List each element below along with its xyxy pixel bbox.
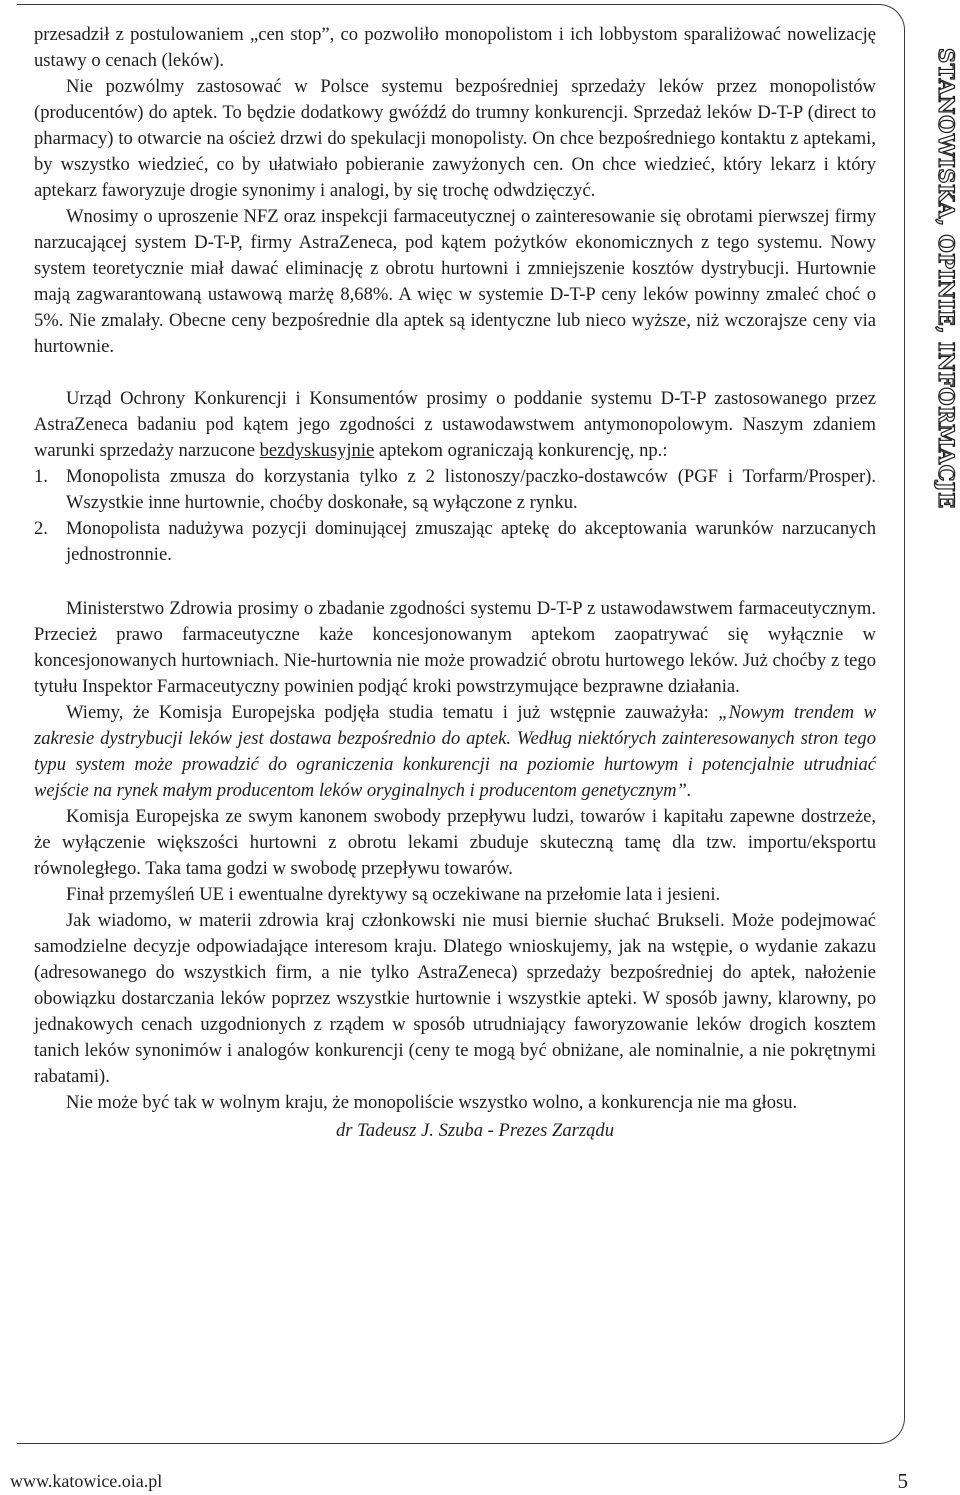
- paragraph-10: Nie może być tak w wolnym kraju, że monopoliście wszystko wolno, a konkurencja nie ma głosu.: [66, 1092, 798, 1113]
- list-item-number: 1.: [34, 466, 48, 487]
- paragraph-4-text-b: aptekom ograniczają konkurencję, np.:: [374, 440, 668, 461]
- paragraph-8: Finał przemyśleń UE i ewentualne dyrektywy są oczekiwane na przełomie lata i jesieni.: [66, 884, 721, 905]
- list-item-text: Monopolista zmusza do korzystania tylko z 2 listonoszy/paczko-dostawców (PGF i Torfarm/Prosper). Wszystkie inne hurtownie, choćby doskonałe, są wyłączone z rynku.: [66, 466, 876, 513]
- paragraph-4: [34, 386, 876, 464]
- side-section-title: [933, 0, 960, 556]
- list-item-text: Monopolista nadużywa pozycji dominującej zmuszając aptekę do akceptowania warunków narzucanych jednostronnie.: [66, 518, 876, 565]
- list-item-1: [34, 464, 876, 516]
- paragraph-3: Wnosimy o uproszenie NFZ oraz inspekcji farmaceutycznej o zainteresowanie się obrotami pierwszej firmy narzucającej system D-T-P, firmy AstraZeneca, pod kątem pożytków ekonomicznych z tego systemu. Nowy system teoretycznie miał dawać eliminację z obrotu hurtowni i zmniejszenie kosztów dystrybucji. Hurtownie mają zagwarantowaną ustawową marżę 8,68%. A więc w systemie D-T-P ceny leków powinny zmaleć choć o 5%. Nie zmalały. Obecne ceny bezpośrednie dla aptek są identyczne lub nieco wyższe, niż wczorajsze ceny via hurtownie.: [34, 206, 876, 357]
- underlined-word: bezdyskusyjnie: [259, 440, 375, 461]
- paragraph-1: przesadził z postulowaniem „cen stop”, co pozwoliło monopolistom i ich lobbystom sparaliżować nowelizację ustawy o cenach (leków).: [34, 24, 876, 71]
- side-title-text: STANOWISKA, OPINIE, INFORMACJE: [934, 47, 959, 509]
- article-body: [34, 22, 876, 1144]
- paragraph-6: [34, 700, 876, 804]
- paragraph-4-text-a: Urząd Ochrony Konkurencji i Konsumentów prosimy o poddanie systemu D-T-P zastosowanego przez AstraZeneca badaniu pod kątem jego zgodności z ustawodawstwem antymonopolowym. Naszym zdaniem warunki sprzedaży narzucone: [34, 388, 876, 461]
- signature: dr Tadeusz J. Szuba - Prezes Zarządu: [335, 1120, 615, 1141]
- quotation-italic: „Nowym trendem w zakresie dystrybucji leków jest dostawa bezpośrednio do aptek. Według niektórych zainteresowanych stron tego typu system może prowadzić do ograniczenia konkurencji na poziomie hurtowym i potencjalnie utrudniać wejście na rynek małym producentom leków oryginalnych i producentom genetycznym”.: [34, 702, 876, 801]
- list-item-number: 2.: [34, 518, 48, 539]
- list-item-2: [34, 516, 876, 568]
- paragraph-5: Ministerstwo Zdrowia prosimy o zbadanie zgodności systemu D-T-P z ustawodawstwem farmaceutycznym. Przecież prawo farmaceutyczne każe koncesjonowanym aptekom zaopatrywać się wyłącznie w koncesjonowanych hurtowniach. Nie-hurtownia nie może prowadzić obrotu hurtowego leków. Już choćby z tego tytułu Inspektor Farmaceutyczny powinien podjąć kroki powstrzymujące bezprawne działania.: [34, 598, 876, 697]
- paragraph-6-text: Wiemy, że Komisja Europejska podjęła studia tematu i już wstępnie zauważyła:: [66, 702, 719, 723]
- paragraph-7: Komisja Europejska ze swym kanonem swobody przepływu ludzi, towarów i kapitału zapewne dostrzeże, że wyłączenie większości hurtowni z obrotu lekami zbuduje skuteczną tamę dla tzw. importu/eksportu równoległego. Taka tama godzi w swobodę przepływu towarów.: [34, 806, 876, 879]
- paragraph-2: Nie pozwólmy zastosować w Polsce systemu bezpośredniej sprzedaży leków przez monopolistów (producentów) do aptek. To będzie dodatkowy gwóźdź do trumny konkurencji. Sprzedaż leków D-T-P (direct to pharmacy) to otwarcie na oścież drzwi do spekulacji monopolisty. On chce bezpośredniego kontaktu z aptekami, by wszystko wiedzieć, co by ułatwiało pobieranie zawyżonych cen. On chce wiedzieć, który lekarz i który aptekarz faworyzuje drogie synonimy i analogi, by się trochę odwdzięczyć.: [34, 76, 876, 201]
- page-number: 5: [897, 1469, 908, 1493]
- paragraph-9: Jak wiadomo, w materii zdrowia kraj członkowski nie musi biernie słuchać Brukseli. Może podejmować samodzielne decyzje odpowiadające interesom kraju. Dlatego wnioskujemy, jak na wstępie, o wydanie zakazu (adresowanego do wszystkich firm, a nie tylko AstraZeneca) sprzedaży bezpośredniej do aptek, nałożenie obowiązku dostarczania leków poprzez wszystkie hurtownie i wszystkie apteki. W sposób jawny, klarowny, po jednakowych cenach uzgodnionych z rządem w sposób utrudniający faworyzowanie leków drogich kosztem tanich leków synonimów i analogów konkurencji (ceny te mogą być obniżane, ale nominalnie, a nie pokrętnymi rabatami).: [34, 910, 876, 1087]
- footer-url[interactable]: www.katowice.oia.pl: [10, 1471, 163, 1491]
